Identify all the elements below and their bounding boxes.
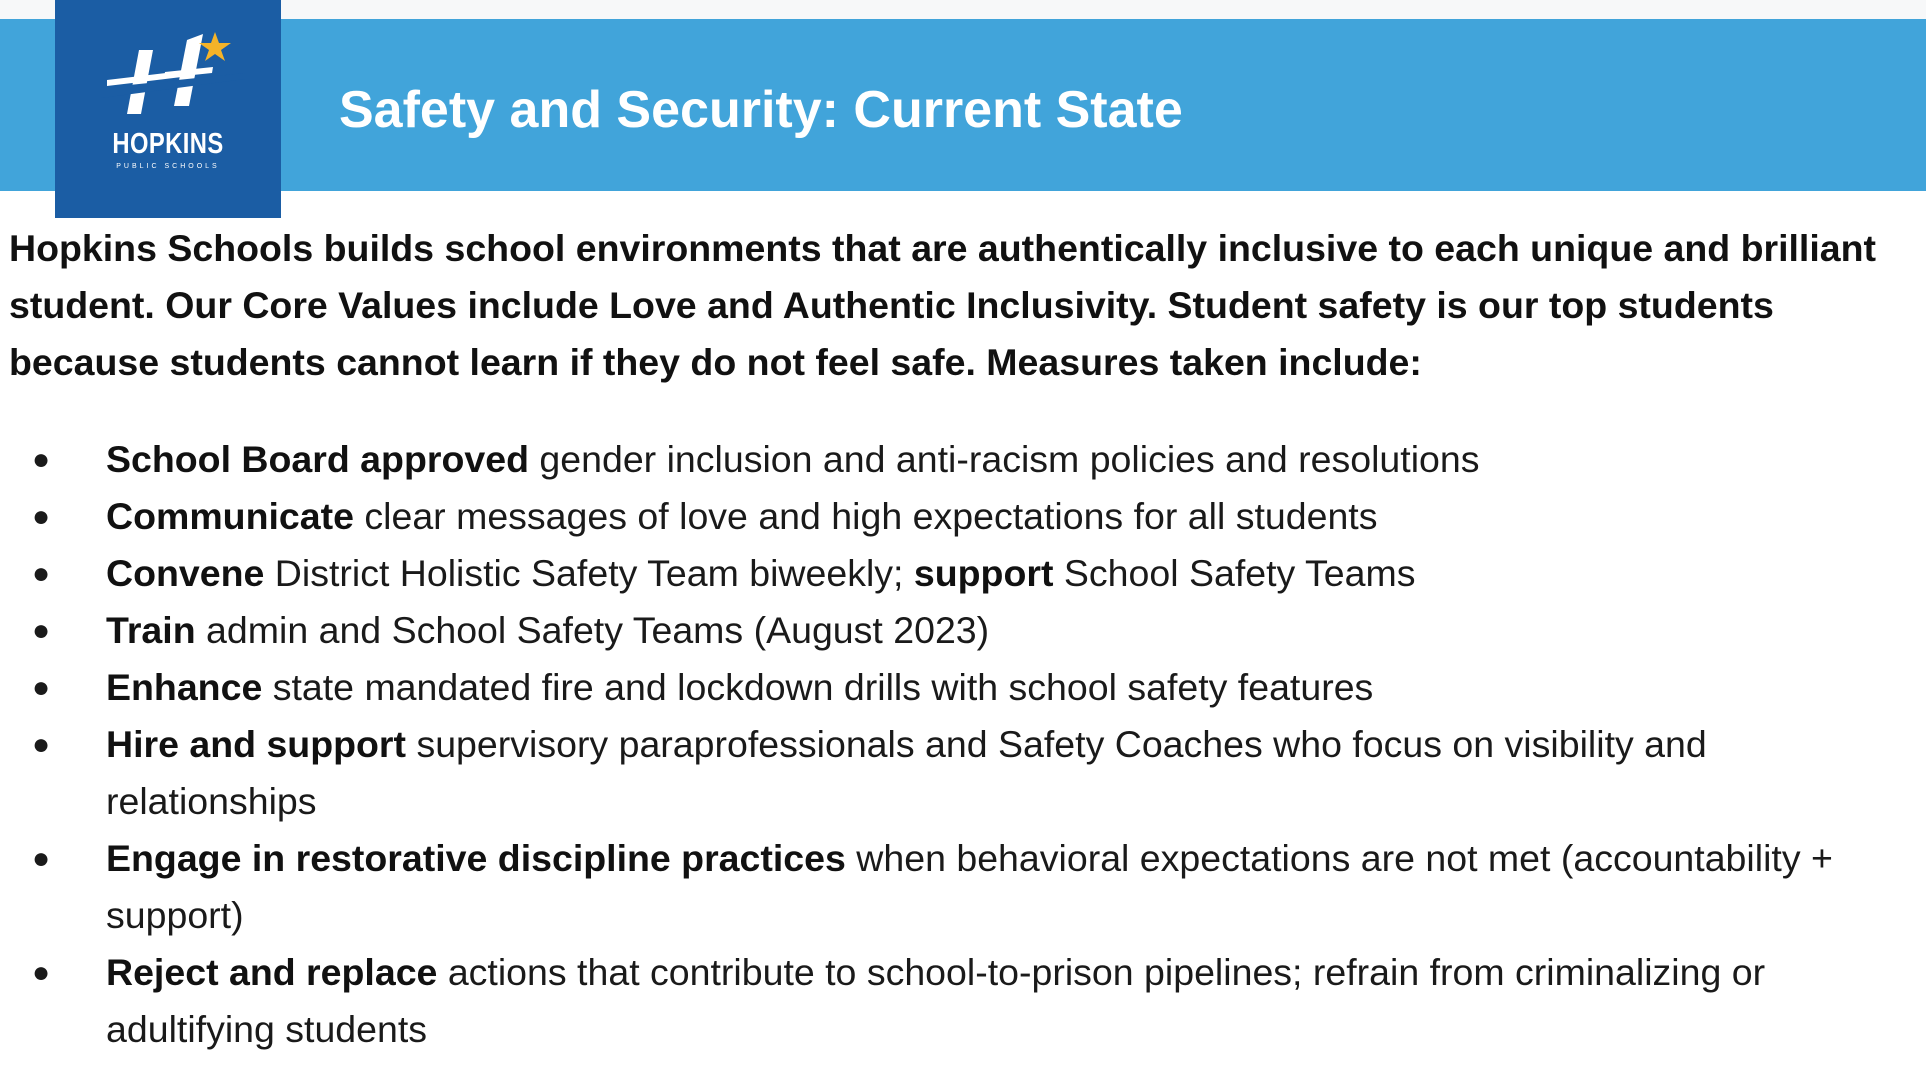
measure-keyword: Enhance	[106, 666, 263, 708]
measure-item	[0, 602, 1906, 659]
measure-item	[0, 659, 1906, 716]
measure-text: when behavioral expectations are not met (accountability + support)	[106, 837, 1833, 936]
bullet-icon: ●	[32, 557, 51, 590]
measure-text: actions that contribute to school-to-prison pipelines; refrain from criminalizing or adultifying students	[106, 951, 1766, 1050]
measure-text: state mandated fire and lockdown drills with school safety features	[262, 666, 1374, 708]
slide-title: Safety and Security: Current State	[339, 81, 1183, 139]
intro-paragraph: Hopkins Schools builds school environments that are authentically inclusive to each unique and brilliant student. Our Core Values include Love and Authentic Inclusivity. Student safety is our top students because students cannot learn if they do not feel safe. Measures taken include:	[9, 227, 1877, 383]
measure-item	[0, 944, 1906, 1058]
measure-keyword: School Board approved	[106, 438, 529, 480]
bullet-icon: ●	[32, 842, 51, 875]
hopkins-logo	[55, 0, 281, 218]
measure-keyword-secondary: support	[913, 552, 1054, 594]
logo-subtitle: PUBLIC SCHOOLS	[116, 163, 220, 170]
bullet-icon: ●	[32, 956, 51, 989]
measure-text: gender inclusion and anti-racism policies and resolutions	[528, 438, 1480, 480]
measure-text: clear messages of love and high expectations for all students	[353, 495, 1378, 537]
bullet-icon: ●	[32, 728, 51, 761]
bullet-icon: ●	[32, 671, 51, 704]
measure-item	[0, 545, 1906, 602]
measure-item	[0, 716, 1906, 830]
measure-item	[0, 431, 1906, 488]
measure-keyword: Train	[106, 609, 196, 651]
measure-text-secondary: School Safety Teams	[1053, 552, 1416, 594]
measure-text: District Holistic Safety Team biweekly;	[264, 552, 914, 594]
bullet-icon: ●	[32, 614, 51, 647]
measure-keyword: Hire and support	[106, 723, 407, 765]
top-strip	[0, 0, 1926, 19]
bullet-icon: ●	[32, 500, 51, 533]
measure-text: supervisory paraprofessionals and Safety Coaches who focus on visibility and relationships	[106, 723, 1707, 822]
measure-keyword: Communicate	[106, 495, 354, 537]
measure-item	[0, 830, 1906, 944]
measures-list	[0, 431, 1926, 1058]
measure-text: admin and School Safety Teams (August 2023)	[195, 609, 990, 651]
hopkins-h-star-icon	[95, 28, 245, 120]
measure-item	[0, 488, 1906, 545]
measure-keyword: Convene	[106, 552, 265, 594]
logo-name: HOPKINS	[112, 128, 224, 160]
measure-keyword: Reject and replace	[106, 951, 438, 993]
measure-keyword: Engage in restorative discipline practices	[106, 837, 846, 879]
bullet-icon: ●	[32, 443, 51, 476]
